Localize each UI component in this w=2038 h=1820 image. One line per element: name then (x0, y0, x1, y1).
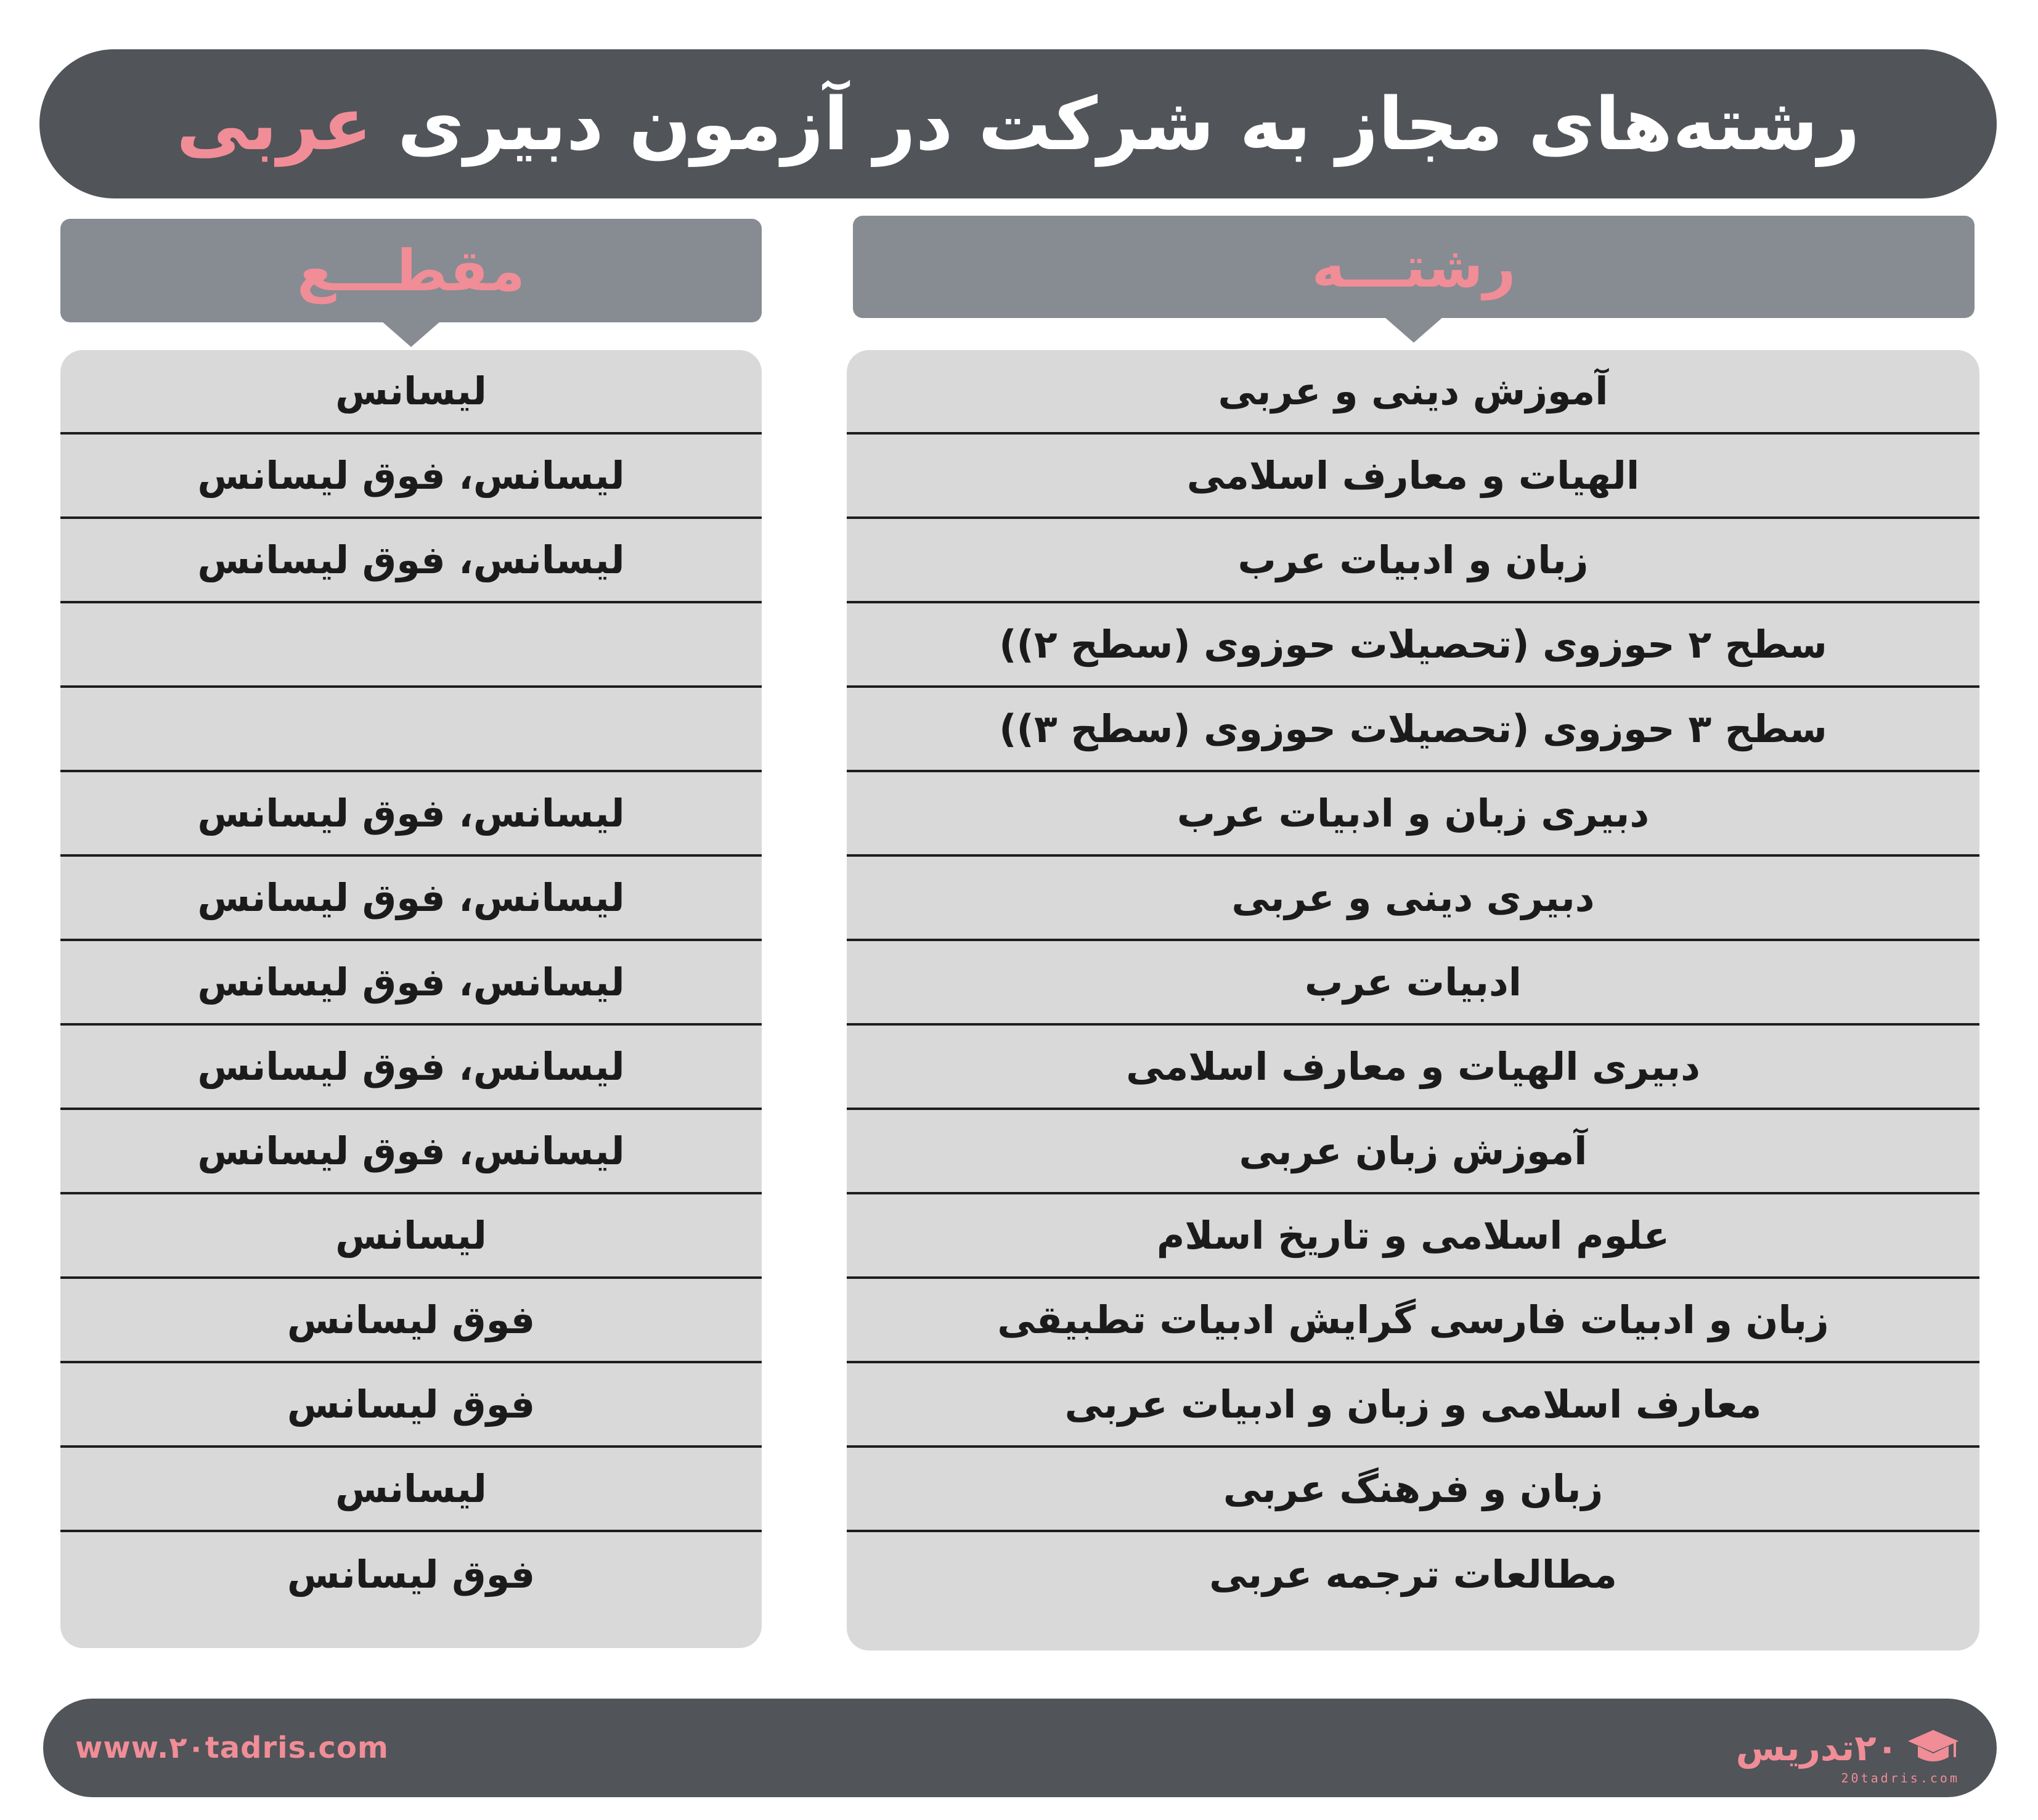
reshte-row: سطح ۳ حوزوی (تحصیلات حوزوی (سطح ۳)) (847, 688, 1979, 772)
maghta-row (60, 603, 762, 688)
reshte-row: دبیری زبان و ادبیات عرب (847, 772, 1979, 857)
maghta-row: لیسانس، فوق لیسانس (60, 519, 762, 603)
reshte-row: آموزش دینی و عربی (847, 350, 1979, 435)
brand-logo (1735, 1726, 1960, 1785)
page-title-main: رشته‌های مجاز به شرکت در آزمون دبیری (397, 81, 1860, 166)
reshte-list-panel (847, 350, 1979, 1651)
reshte-row: زبان و ادبیات عرب (847, 519, 1979, 603)
maghta-row: لیسانس (60, 1448, 762, 1532)
maghta-row: فوق لیسانس (60, 1363, 762, 1448)
reshte-row: دبیری دینی و عربی (847, 857, 1979, 941)
title-bar (39, 49, 1997, 198)
reshte-row: سطح ۲ حوزوی (تحصیلات حوزوی (سطح ۲)) (847, 603, 1979, 688)
reshte-row: ادبیات عرب (847, 941, 1979, 1026)
arrow-down-icon (1384, 317, 1443, 343)
reshte-row: زبان و فرهنگ عربی (847, 1448, 1979, 1532)
footer-bar (43, 1699, 1997, 1797)
footer-url-link[interactable]: www.۲۰tadris.com (75, 1731, 389, 1765)
maghta-row: لیسانس، فوق لیسانس (60, 1110, 762, 1194)
arrow-down-icon (381, 321, 441, 347)
column-header-maghta (60, 219, 762, 322)
maghta-row: لیسانس، فوق لیسانس (60, 941, 762, 1026)
maghta-list-panel (60, 350, 762, 1648)
reshte-row: الهیات و معارف اسلامی (847, 435, 1979, 519)
maghta-row: فوق لیسانس (287, 1552, 536, 1597)
maghta-row: فوق لیسانس (60, 1279, 762, 1363)
column-header-reshte (853, 216, 1975, 318)
column-header-reshte-label: رشتـــه (1311, 234, 1516, 300)
column-header-maghta-label: مقطـــع (297, 237, 525, 304)
reshte-row: معارف اسلامی و زبان و ادبیات عربی (847, 1363, 1979, 1448)
maghta-list (60, 350, 762, 1617)
reshte-row: علوم اسلامی و تاریخ اسلام (847, 1194, 1979, 1279)
reshte-list (847, 350, 1979, 1617)
maghta-row: لیسانس، فوق لیسانس (60, 435, 762, 519)
maghta-row: لیسانس (60, 1194, 762, 1279)
brand-logo-subtext: 20tadris.com (1841, 1771, 1960, 1785)
reshte-row: زبان و ادبیات فارسی گرایش ادبیات تطبیقی (847, 1279, 1979, 1363)
brand-logo-text: ۲۰تدریس (1735, 1727, 1898, 1769)
page-title (176, 81, 1860, 166)
reshte-row: مطالعات ترجمه عربی (1209, 1552, 1617, 1597)
page-title-accent: عربی (176, 81, 372, 166)
maghta-row (60, 688, 762, 772)
graduation-cap-icon (1907, 1726, 1960, 1769)
reshte-row: دبیری الهیات و معارف اسلامی (847, 1026, 1979, 1110)
maghta-row: لیسانس، فوق لیسانس (60, 1026, 762, 1110)
maghta-row: لیسانس، فوق لیسانس (60, 857, 762, 941)
maghta-row: لیسانس، فوق لیسانس (60, 772, 762, 857)
maghta-row: لیسانس (60, 350, 762, 435)
reshte-row: آموزش زبان عربی (847, 1110, 1979, 1194)
